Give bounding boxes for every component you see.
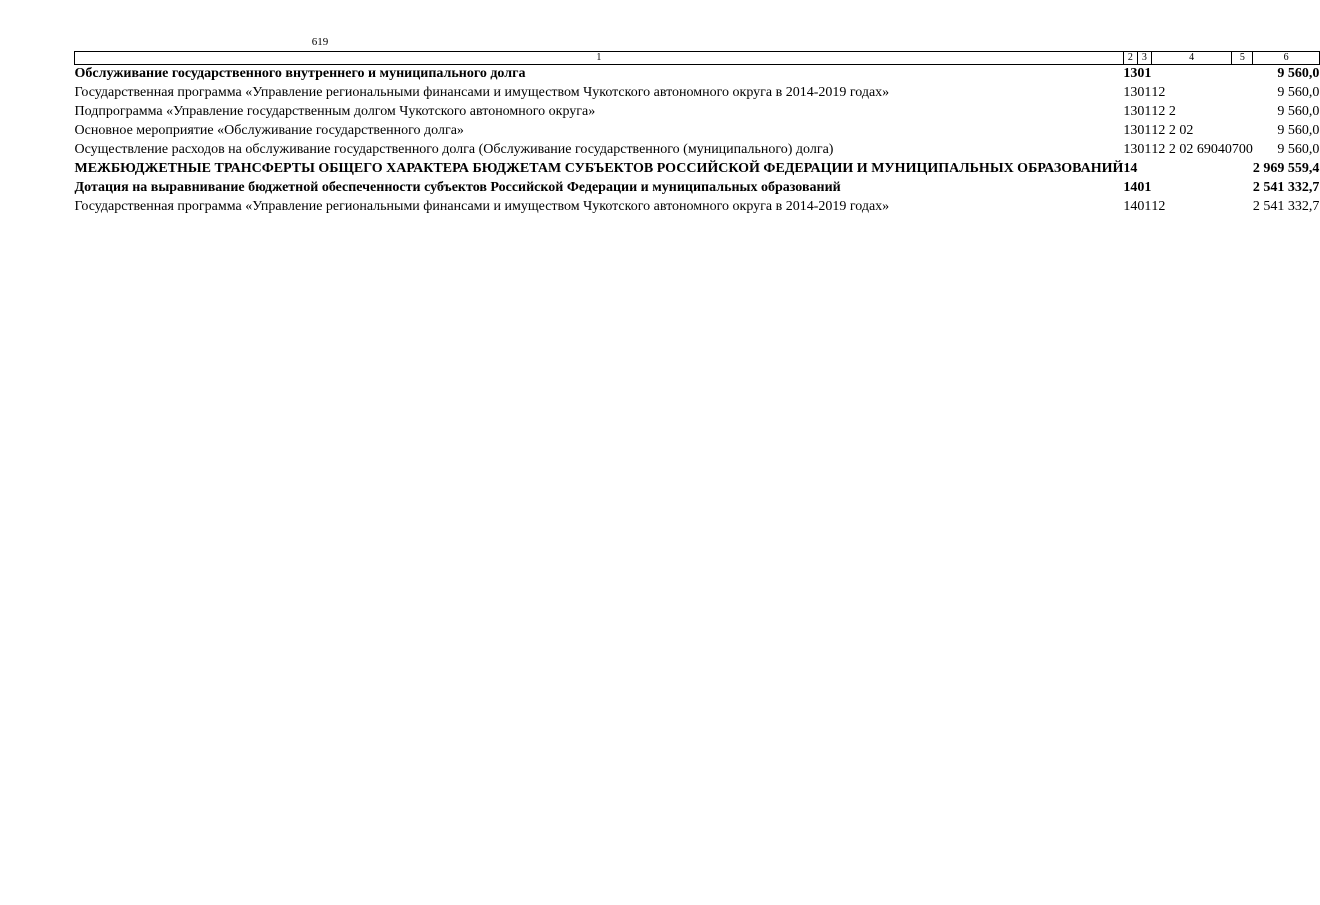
header-col-1: 1 bbox=[75, 52, 1124, 65]
budget-table bbox=[74, 51, 1320, 215]
table-row bbox=[75, 120, 1320, 139]
table-row bbox=[75, 158, 1320, 177]
row-amount: 2 541 332,7 bbox=[1252, 180, 1320, 195]
header-col-4: 4 bbox=[1151, 52, 1232, 65]
header-row bbox=[75, 52, 1320, 65]
row-section: 14 bbox=[1123, 199, 1138, 214]
row-expense-type bbox=[1232, 196, 1253, 215]
page-number: 619 bbox=[311, 36, 329, 48]
row-subsection bbox=[1137, 158, 1151, 177]
row-section: 13 bbox=[1123, 123, 1138, 138]
table-row bbox=[75, 101, 1320, 120]
row-subsection: 01 bbox=[1137, 123, 1152, 138]
table-row bbox=[75, 82, 1320, 101]
row-amount: 2 541 332,7 bbox=[1252, 199, 1320, 214]
header-col-3: 3 bbox=[1137, 52, 1151, 65]
row-expense-type bbox=[1232, 65, 1253, 83]
row-name: Государственная программа «Управление региональными финансами и имуществом Чукотского автономного округа в 2014-2019 годах» bbox=[74, 199, 890, 214]
row-target-article bbox=[1151, 177, 1232, 196]
row-amount: 9 560,0 bbox=[1277, 123, 1320, 138]
row-subsection: 01 bbox=[1137, 142, 1152, 157]
row-expense-type bbox=[1232, 101, 1253, 120]
row-expense-type bbox=[1232, 82, 1253, 101]
header-col-5: 5 bbox=[1232, 52, 1253, 65]
row-name: Дотация на выравнивание бюджетной обеспеченности субъектов Российской Федерации и муниципальных образований bbox=[74, 180, 841, 195]
row-amount: 9 560,0 bbox=[1277, 66, 1320, 81]
row-section: 13 bbox=[1123, 142, 1138, 157]
header-col-6: 6 bbox=[1253, 52, 1320, 65]
row-target-article: 12 2 02 bbox=[1151, 123, 1194, 138]
row-target-article: 12 bbox=[1151, 199, 1166, 214]
row-name: Подпрограмма «Управление государственным долгом Чукотского автономного округа» bbox=[74, 104, 596, 119]
table-row bbox=[75, 65, 1320, 83]
row-subsection: 01 bbox=[1137, 199, 1152, 214]
row-section: 13 bbox=[1123, 104, 1138, 119]
row-name: Государственная программа «Управление региональными финансами и имуществом Чукотского автономного округа в 2014-2019 годах» bbox=[74, 85, 890, 100]
row-amount: 9 560,0 bbox=[1277, 142, 1320, 157]
row-section: 13 bbox=[1123, 85, 1138, 100]
row-section: 14 bbox=[1123, 161, 1138, 176]
row-amount: 9 560,0 bbox=[1277, 104, 1320, 119]
row-subsection: 01 bbox=[1137, 104, 1152, 119]
row-name: Обслуживание государственного внутреннего и муниципального долга bbox=[74, 66, 526, 81]
row-expense-type bbox=[1232, 120, 1253, 139]
row-subsection: 01 bbox=[1137, 66, 1152, 81]
row-amount: 2 969 559,4 bbox=[1252, 161, 1320, 176]
row-subsection: 01 bbox=[1137, 180, 1152, 195]
row-amount: 9 560,0 bbox=[1277, 85, 1320, 100]
row-subsection: 01 bbox=[1137, 85, 1152, 100]
row-target-article: 12 2 bbox=[1151, 104, 1176, 119]
header-col-2: 2 bbox=[1123, 52, 1137, 65]
row-target-article bbox=[1151, 158, 1232, 177]
table-row bbox=[75, 139, 1320, 158]
row-name: МЕЖБЮДЖЕТНЫЕ ТРАНСФЕРТЫ ОБЩЕГО ХАРАКТЕРА БЮДЖЕТАМ СУБЪЕКТОВ РОССИЙСКОЙ ФЕДЕРАЦИИ И МУНИЦИПАЛЬНЫХ ОБРАЗОВАНИЙ bbox=[74, 161, 1124, 176]
row-target-article bbox=[1151, 65, 1232, 83]
table-row bbox=[75, 196, 1320, 215]
row-section: 14 bbox=[1123, 180, 1138, 195]
row-expense-type bbox=[1232, 158, 1253, 177]
row-expense-type bbox=[1232, 177, 1253, 196]
row-name: Осуществление расходов на обслуживание государственного долга (Обслуживание государственного (муниципального) долга) bbox=[74, 142, 834, 157]
row-section: 13 bbox=[1123, 66, 1138, 81]
row-expense-type: 700 bbox=[1231, 142, 1253, 157]
row-target-article: 12 bbox=[1151, 85, 1166, 100]
row-target-article: 12 2 02 69040 bbox=[1151, 142, 1232, 157]
table-row bbox=[75, 177, 1320, 196]
row-name: Основное мероприятие «Обслуживание государственного долга» bbox=[74, 123, 464, 138]
